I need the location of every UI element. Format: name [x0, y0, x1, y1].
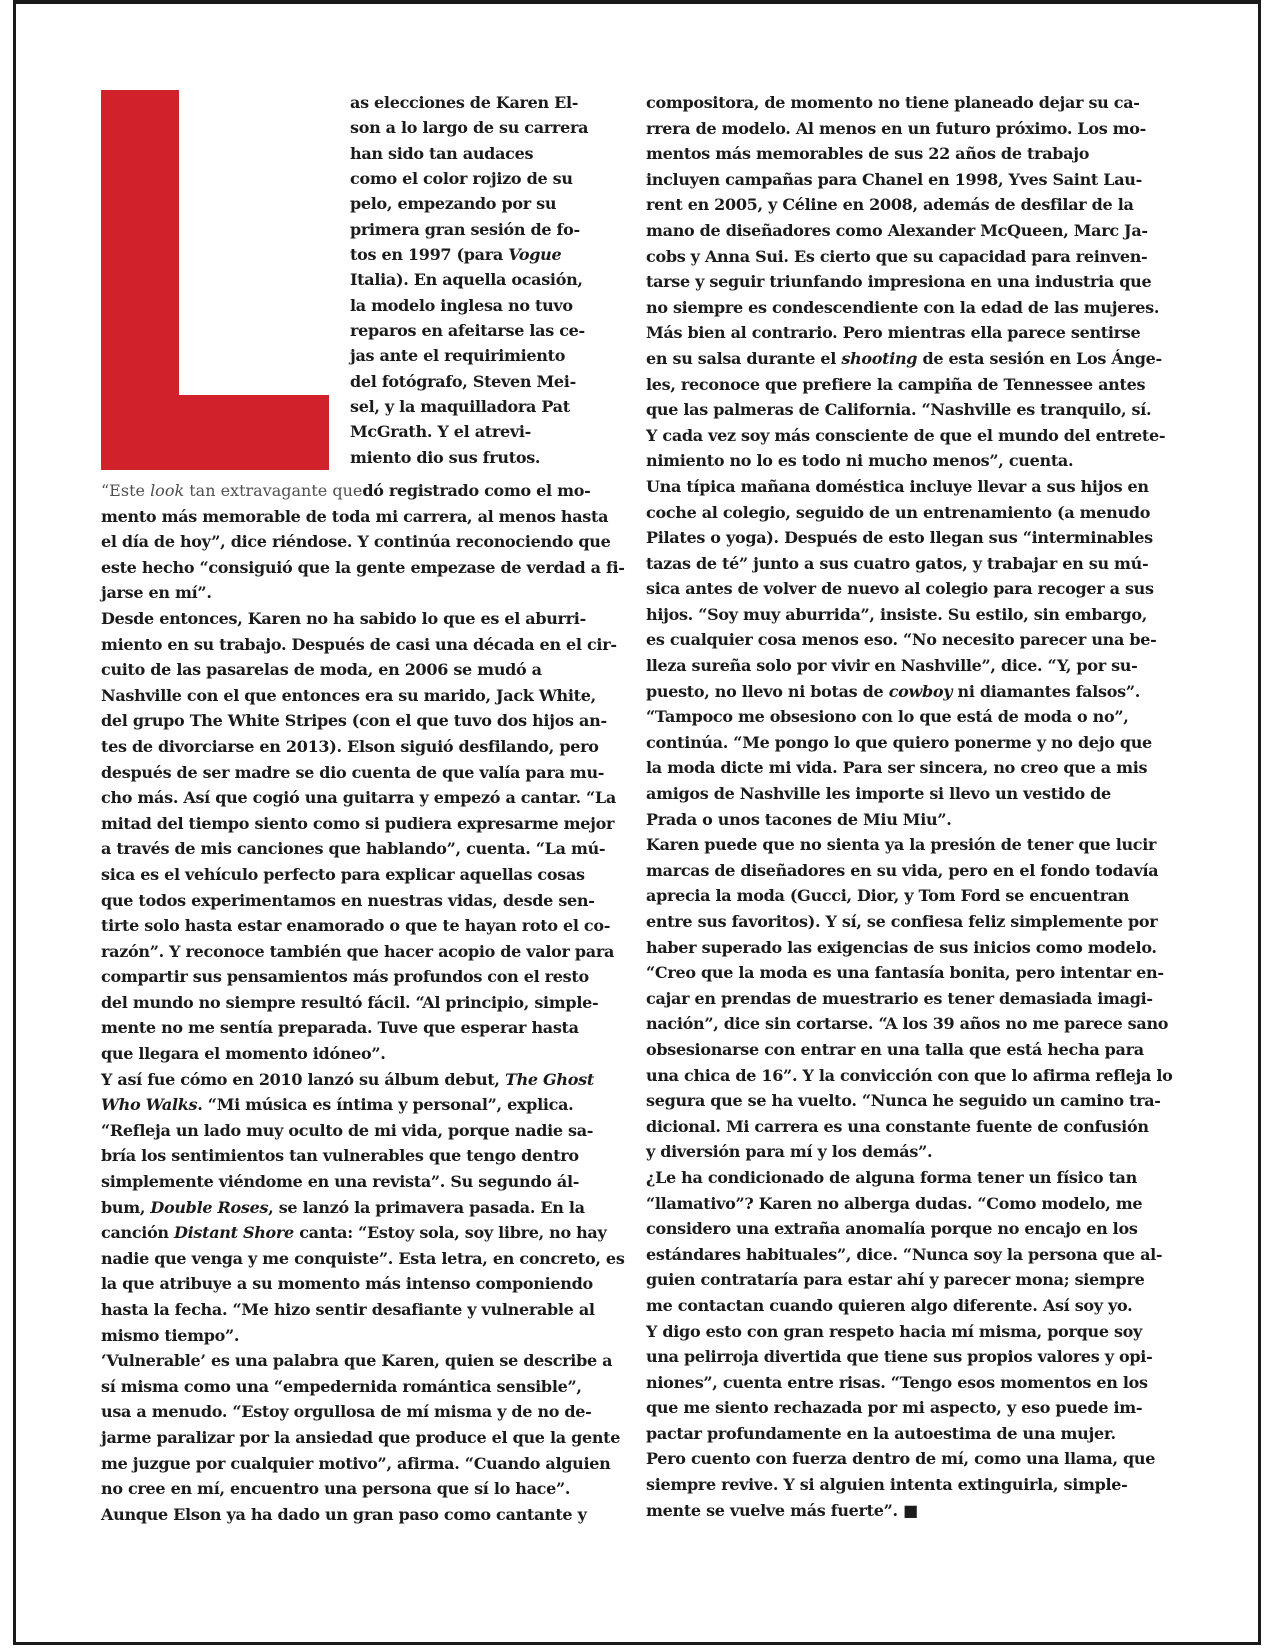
- text-line: este hecho “consiguió que la gente empezase de verdad a fi-: [101, 557, 625, 577]
- text-line: entre sus favoritos). Y sí, se confiesa feliz simplemente por: [646, 912, 1158, 931]
- text-line: cajar en prendas de muestrario es tener demasiada imagi-: [646, 988, 1153, 1008]
- text-line: el día de hoy”, dice riéndose. Y continúa reconociendo que: [101, 532, 611, 552]
- text-line: nadie que venga y me conquiste”. Esta letra, en concreto, es: [101, 1248, 625, 1268]
- text-line: mentos más memorables de sus 22 años de trabajo: [646, 144, 1090, 164]
- text-line: tazas de té” junto a sus cuatro gatos, y trabajar en su mú-: [646, 553, 1149, 573]
- text-line: considero una extraña anomalía porque no encajo en los: [646, 1219, 1138, 1239]
- text-line: mano de diseñadores como Alexander McQueen, Marc Ja-: [646, 220, 1148, 240]
- text-line: hasta la fecha. “Me hizo sentir desafiante y vulnerable al: [101, 1300, 595, 1319]
- text-line: as elecciones de Karen El-: [350, 93, 579, 112]
- text-line: nación”, dice sin cortarse. “A los 39 años no me parece sano: [646, 1014, 1169, 1034]
- column1-text-block: [101, 478, 625, 1527]
- dropcap-l-shape: [101, 90, 329, 470]
- text-line: Y así fue cómo en 2010 lanzó su álbum debut, The Ghost: [101, 1069, 594, 1089]
- text-line: estándares habituales”, dice. “Nunca soy la persona que al-: [646, 1244, 1163, 1264]
- text-line: la moda dicte mi vida. Para ser sincera, no creo que a mis: [646, 758, 1148, 778]
- text-line: amigos de Nashville les importe si llevo un vestido de: [646, 784, 1111, 804]
- text-line: como el color rojizo de su: [350, 168, 573, 188]
- text-line: continúa. “Me pongo lo que quiero ponerme y no dejo que: [646, 732, 1152, 752]
- text-line: una pelirroja divertida que tiene sus propios valores y opi-: [646, 1347, 1153, 1367]
- text-line: simplemente viéndome en una revista”. Su segundo ál-: [101, 1172, 580, 1192]
- text-line: la modelo inglesa no tuvo: [350, 295, 573, 315]
- text-line: aprecia la moda (Gucci, Dior, y Tom Ford se encuentran: [646, 886, 1130, 906]
- text-line: Nashville con el que entonces era su marido, Jack White,: [101, 685, 596, 705]
- text-line: mento más memorable de toda mi carrera, al menos hasta: [101, 506, 609, 526]
- text-line: razón”. Y reconoce también que hacer acopio de valor para: [101, 941, 615, 961]
- text-line: primera gran sesión de fo-: [350, 219, 580, 239]
- text-line: del fotógrafo, Steven Mei-: [350, 371, 576, 391]
- text-line: lleza sureña solo por vivir en Nashville”, dice. “Y, por su-: [646, 656, 1138, 676]
- text-line: Desde entonces, Karen no ha sabido lo que es el aburri-: [101, 608, 586, 628]
- text-line: la que atribuye a su momento más intenso componiendo: [101, 1274, 593, 1294]
- text-line: McGrath. Y el atrevi-: [350, 422, 531, 442]
- text-line: a través de mis canciones que hablando”, cuenta. “La mú-: [101, 839, 606, 859]
- intro-text-block: [350, 90, 588, 470]
- text-line: obsesionarse con entrar en una talla que está hecha para: [646, 1039, 1144, 1059]
- text-line: Karen puede que no sienta ya la presión de tener que lucir: [646, 835, 1157, 855]
- article-column-2: [646, 90, 1173, 1523]
- text-line: han sido tan audaces: [350, 143, 534, 163]
- text-line: usa a menudo. “Estoy orgullosa de mí misma y de no de-: [101, 1402, 592, 1422]
- text-line: siempre revive. Y si alguien intenta extinguirla, simple-: [646, 1475, 1128, 1495]
- text-line: tes de divorciarse en 2013). Elson siguió desfilando, pero: [101, 736, 599, 756]
- text-line: puesto, no llevo ni botas de cowboy ni diamantes falsos”.: [646, 681, 1140, 701]
- text-line: que las palmeras de California. “Nashville es tranquilo, sí.: [646, 400, 1152, 420]
- text-line: es cualquier cosa menos eso. “No necesito parecer una be-: [646, 630, 1157, 650]
- text-line: del mundo no siempre resultó fácil. “Al principio, simple-: [101, 992, 599, 1012]
- text-line: “llamativo”? Karen no alberga dudas. “Como modelo, me: [646, 1193, 1143, 1213]
- text-line: ¿Le ha condicionado de alguna forma tener un físico tan: [646, 1167, 1137, 1187]
- text-line: pactar profundamente en la autoestima de una mujer.: [646, 1423, 1116, 1443]
- text-line: niones”, cuenta entre risas. “Tengo esos momentos en los: [646, 1372, 1148, 1392]
- text-line: reparos en afeitarse las ce-: [350, 320, 585, 340]
- text-line: sica es el vehículo perfecto para explicar aquellas cosas: [101, 864, 585, 884]
- text-line: guien contrataría para estar ahí y parecer mona; siempre: [646, 1270, 1145, 1290]
- text-line: me contactan cuando quieren algo diferente. Así soy yo.: [646, 1295, 1133, 1315]
- text-line: “Este look tan extravagante quedó registrado como el mo-: [101, 481, 591, 500]
- text-line: miento en su trabajo. Después de casi una década en el cir-: [101, 634, 617, 654]
- text-line: compartir sus pensamientos más profundos con el resto: [101, 967, 589, 987]
- text-line: rrera de modelo. Al menos en un futuro próximo. Los mo-: [646, 118, 1147, 138]
- text-line: hijos. “Soy muy aburrida”, insiste. Su estilo, sin embargo,: [646, 604, 1148, 624]
- text-line: “Refleja un lado muy oculto de mi vida, porque nadie sa-: [101, 1120, 594, 1140]
- text-line: ‘Vulnerable’ es una palabra que Karen, quien se describe a: [101, 1351, 613, 1371]
- article-column-1: [101, 90, 625, 1527]
- text-line: cho más. Así que cogió una guitarra y empezó a cantar. “La: [101, 788, 616, 808]
- text-line: del grupo The White Stripes (con el que tuvo dos hijos an-: [101, 711, 607, 731]
- text-line: cuito de las pasarelas de moda, en 2006 se mudó a: [101, 660, 542, 680]
- text-line: no cree en mí, encuentro una persona que sí lo hace”.: [101, 1479, 571, 1499]
- text-line: “Tampoco me obsesiono con lo que está de moda o no”,: [646, 707, 1129, 727]
- text-line: mente se vuelve más fuerte”. ■: [646, 1500, 918, 1520]
- text-line: mitad del tiempo siento como si pudiera expresarme mejor: [101, 813, 615, 833]
- text-line: y diversión para mí y los demás”.: [646, 1142, 933, 1162]
- text-line: Pilates o yoga). Después de esto llegan sus “interminables: [646, 528, 1153, 548]
- text-line: coche al colegio, seguido de un entrenamiento (a menudo: [646, 502, 1151, 522]
- text-line: bría los sentimientos tan vulnerables que tengo dentro: [101, 1146, 579, 1166]
- text-line: que llegara el momento idóneo”.: [101, 1044, 386, 1064]
- text-line: “Creo que la moda es una fantasía bonita, pero intentar en-: [646, 963, 1164, 983]
- text-line: que me siento rechazada por mi aspecto, y eso puede im-: [646, 1398, 1143, 1418]
- text-line: Una típica mañana doméstica incluye llevar a sus hijos en: [646, 476, 1149, 496]
- text-line: sel, y la maquilladora Pat: [350, 396, 570, 416]
- text-line: bum, Double Roses, se lanzó la primavera pasada. En la: [101, 1197, 585, 1217]
- text-line: cobs y Anna Sui. Es cierto que su capacidad para reinven-: [646, 246, 1148, 266]
- text-line: que todos experimentamos en nuestras vidas, desde sen-: [101, 890, 595, 910]
- text-line: haber superado las exigencias de sus inicios como modelo.: [646, 937, 1157, 957]
- text-line: dicional. Mi carrera es una constante fuente de confusión: [646, 1116, 1149, 1136]
- text-line: jas ante el requirimiento: [350, 346, 566, 366]
- text-line: Aunque Elson ya ha dado un gran paso como cantante y: [101, 1504, 587, 1524]
- text-line: tirte solo hasta estar enamorado o que te hayan roto el co-: [101, 916, 611, 936]
- text-line: Y cada vez soy más consciente de que el mundo del entrete-: [646, 425, 1166, 445]
- text-line: segura que se ha vuelto. “Nunca he seguido un camino tra-: [646, 1091, 1161, 1111]
- text-line: Pero cuento con fuerza dentro de mí, como una llama, que: [646, 1449, 1156, 1469]
- text-line: Prada o unos tacones de Miu Miu”.: [646, 809, 952, 829]
- text-line: mismo tiempo”.: [101, 1325, 240, 1345]
- text-line: nimiento no lo es todo ni mucho menos”, cuenta.: [646, 451, 1074, 471]
- text-line: rent en 2005, y Céline en 2008, además de desfilar de la: [646, 195, 1134, 215]
- text-line: Y digo esto con gran respeto hacia mí misma, porque soy: [646, 1321, 1143, 1341]
- text-line: me juzgue por cualquier motivo”, afirma. “Cuando alguien: [101, 1453, 611, 1473]
- text-line: jarse en mí”.: [101, 583, 212, 603]
- text-line: tarse y seguir triunfando impresiona en una industria que: [646, 272, 1152, 292]
- text-line: Más bien al contrario. Pero mientras ella parece sentirse: [646, 323, 1141, 343]
- text-line: sica antes de volver de nuevo al colegio para recoger a sus: [646, 579, 1154, 599]
- text-line: canción Distant Shore canta: “Estoy sola, soy libre, no hay: [101, 1223, 607, 1243]
- text-line: Italia). En aquella ocasión,: [350, 270, 583, 290]
- text-line: pelo, empezando por su: [350, 194, 557, 214]
- text-line: son a lo largo de su carrera: [350, 118, 589, 138]
- text-line: compositora, de momento no tiene planeado dejar su ca-: [646, 93, 1140, 112]
- dropcap-l: [101, 90, 329, 470]
- text-line: después de ser madre se dio cuenta de que valía para mu-: [101, 762, 605, 782]
- text-line: en su salsa durante el shooting de esta sesión en Los Ánge-: [646, 348, 1162, 368]
- text-line: sí misma como una “empedernida romántica sensible”,: [101, 1376, 582, 1396]
- text-line: marcas de diseñadores en su vida, pero en el fondo todavía: [646, 860, 1159, 880]
- text-line: tos en 1997 (para Vogue: [350, 244, 562, 264]
- text-line: Who Walks. “Mi música es íntima y personal”, explica.: [101, 1095, 574, 1115]
- text-line: no siempre es condescendiente con la edad de las mujeres.: [646, 297, 1160, 317]
- text-line: incluyen campañas para Chanel en 1998, Yves Saint Lau-: [646, 169, 1142, 189]
- text-line: jarme paralizar por la ansiedad que produce el que la gente: [101, 1427, 621, 1447]
- intro-block: [101, 90, 589, 470]
- text-line: les, reconoce que prefiere la campiña de Tennessee antes: [646, 374, 1146, 394]
- text-line: una chica de 16”. Y la convicción con que lo afirma refleja lo: [646, 1065, 1173, 1085]
- text-line: mente no me sentía preparada. Tuve que esperar hasta: [101, 1018, 579, 1038]
- text-line: miento dio sus frutos.: [350, 447, 541, 467]
